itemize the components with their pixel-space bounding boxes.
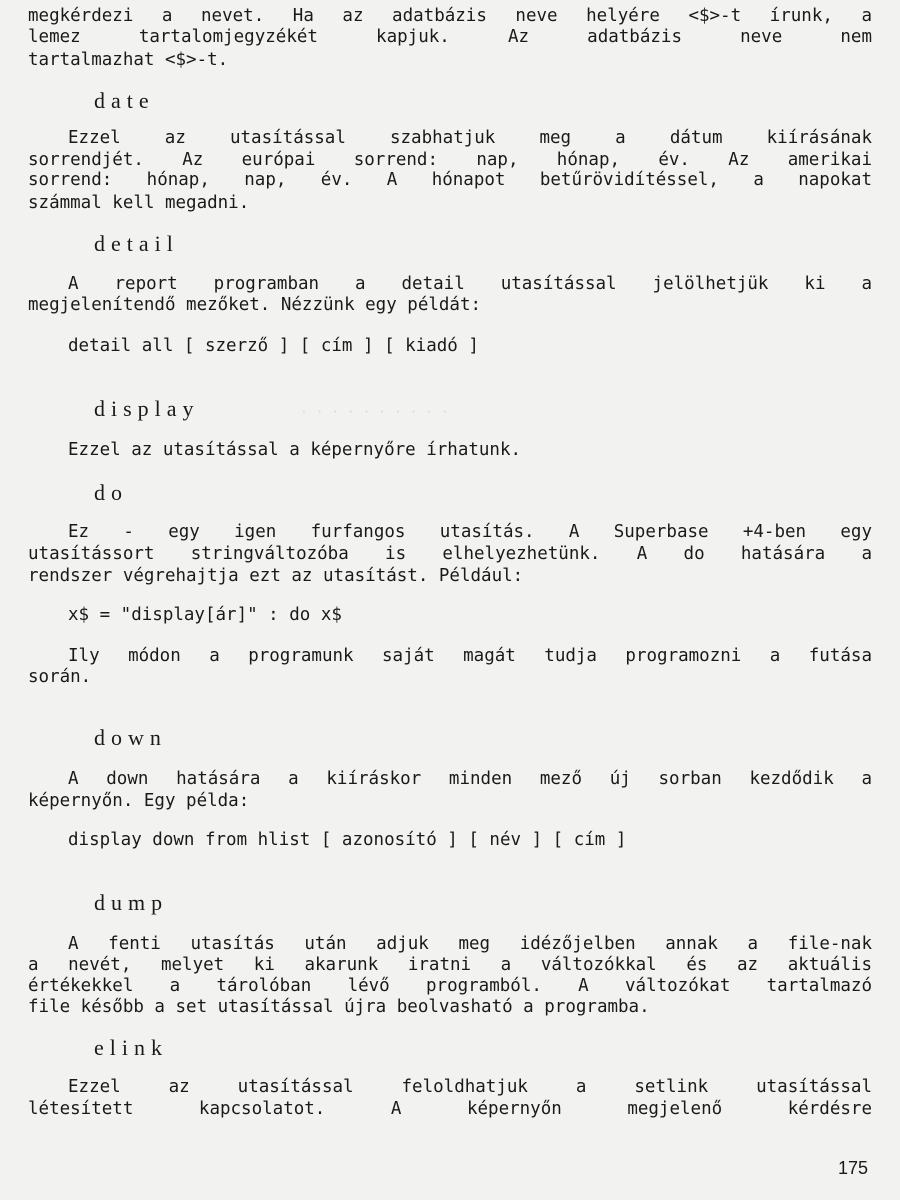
paragraph-line: Ezzel az utasítással feloldhatjuk a setlink utasítással: [68, 1077, 872, 1097]
paragraph-line: sorrendjét. Az európai sorrend: nap, hónap, év. Az amerikai: [28, 150, 872, 170]
code-example: detail all [ szerző ] [ cím ] [ kiadó ]: [68, 336, 479, 356]
paragraph-line: számmal kell megadni.: [28, 193, 250, 213]
paragraph-line: A report programban a detail utasítással jelölhetjük ki a: [68, 274, 872, 294]
heading-dump: dump: [94, 890, 169, 915]
bleed-through-text: · · · · · · · · · ·: [300, 405, 449, 420]
paragraph-line: megjelenítendő mezőket. Nézzünk egy példát:: [28, 295, 482, 315]
paragraph-line: tartalmazhat <$>-t.: [28, 50, 229, 70]
paragraph-line: képernyőn. Egy példa:: [28, 791, 250, 811]
paragraph-line: sorrend: hónap, nap, év. A hónapot betűrövidítéssel, a napokat: [28, 170, 872, 190]
heading-display: display: [94, 396, 200, 421]
code-example: display down from hlist [ azonosító ] [ név ] [ cím ]: [68, 830, 627, 850]
paragraph-line: file később a set utasítással újra beolvasható a programba.: [28, 997, 650, 1017]
paragraph-line: a nevét, melyet ki akarunk iratni a változókkal és az aktuális: [28, 955, 872, 975]
paragraph-line: Ezzel az utasítással a képernyőre írhatunk.: [68, 440, 522, 460]
paragraph-line: rendszer végrehajtja ezt az utasítást. Például:: [28, 566, 524, 586]
paragraph-line: Ily módon a programunk saját magát tudja programozni a futása: [68, 646, 872, 666]
paragraph-line: A fenti utasítás után adjuk meg idézőjelben annak a file-nak: [68, 934, 872, 954]
heading-date: date: [94, 88, 155, 113]
code-example: x$ = "display[ár]" : do x$: [68, 605, 342, 625]
heading-do: do: [94, 480, 128, 505]
paragraph-line: értékekkel a tárolóban lévő programból. A változókat tartalmazó: [28, 976, 872, 996]
heading-elink: elink: [94, 1035, 168, 1060]
paragraph-line: megkérdezi a nevet. Ha az adatbázis neve helyére <$>-t írunk, a: [28, 6, 872, 26]
heading-down: down: [94, 725, 167, 750]
paragraph-line: lemez tartalomjegyzékét kapjuk. Az adatbázis neve nem: [28, 27, 872, 47]
paragraph-line: A down hatására a kiíráskor minden mező új sorban kezdődik a: [68, 769, 872, 789]
paragraph-line: Ezzel az utasítással szabhatjuk meg a dátum kiírásának: [68, 128, 872, 148]
paragraph-line: során.: [28, 667, 92, 687]
page-number: 175: [838, 1158, 869, 1178]
paragraph-line: Ez - egy igen furfangos utasítás. A Superbase +4-ben egy: [68, 522, 872, 542]
paragraph-line: létesített kapcsolatot. A képernyőn megjelenő kérdésre: [28, 1099, 872, 1119]
paragraph-line: utasítássort stringváltozóba is elhelyezhetünk. A do hatására a: [28, 544, 872, 564]
heading-detail: detail: [94, 231, 179, 256]
